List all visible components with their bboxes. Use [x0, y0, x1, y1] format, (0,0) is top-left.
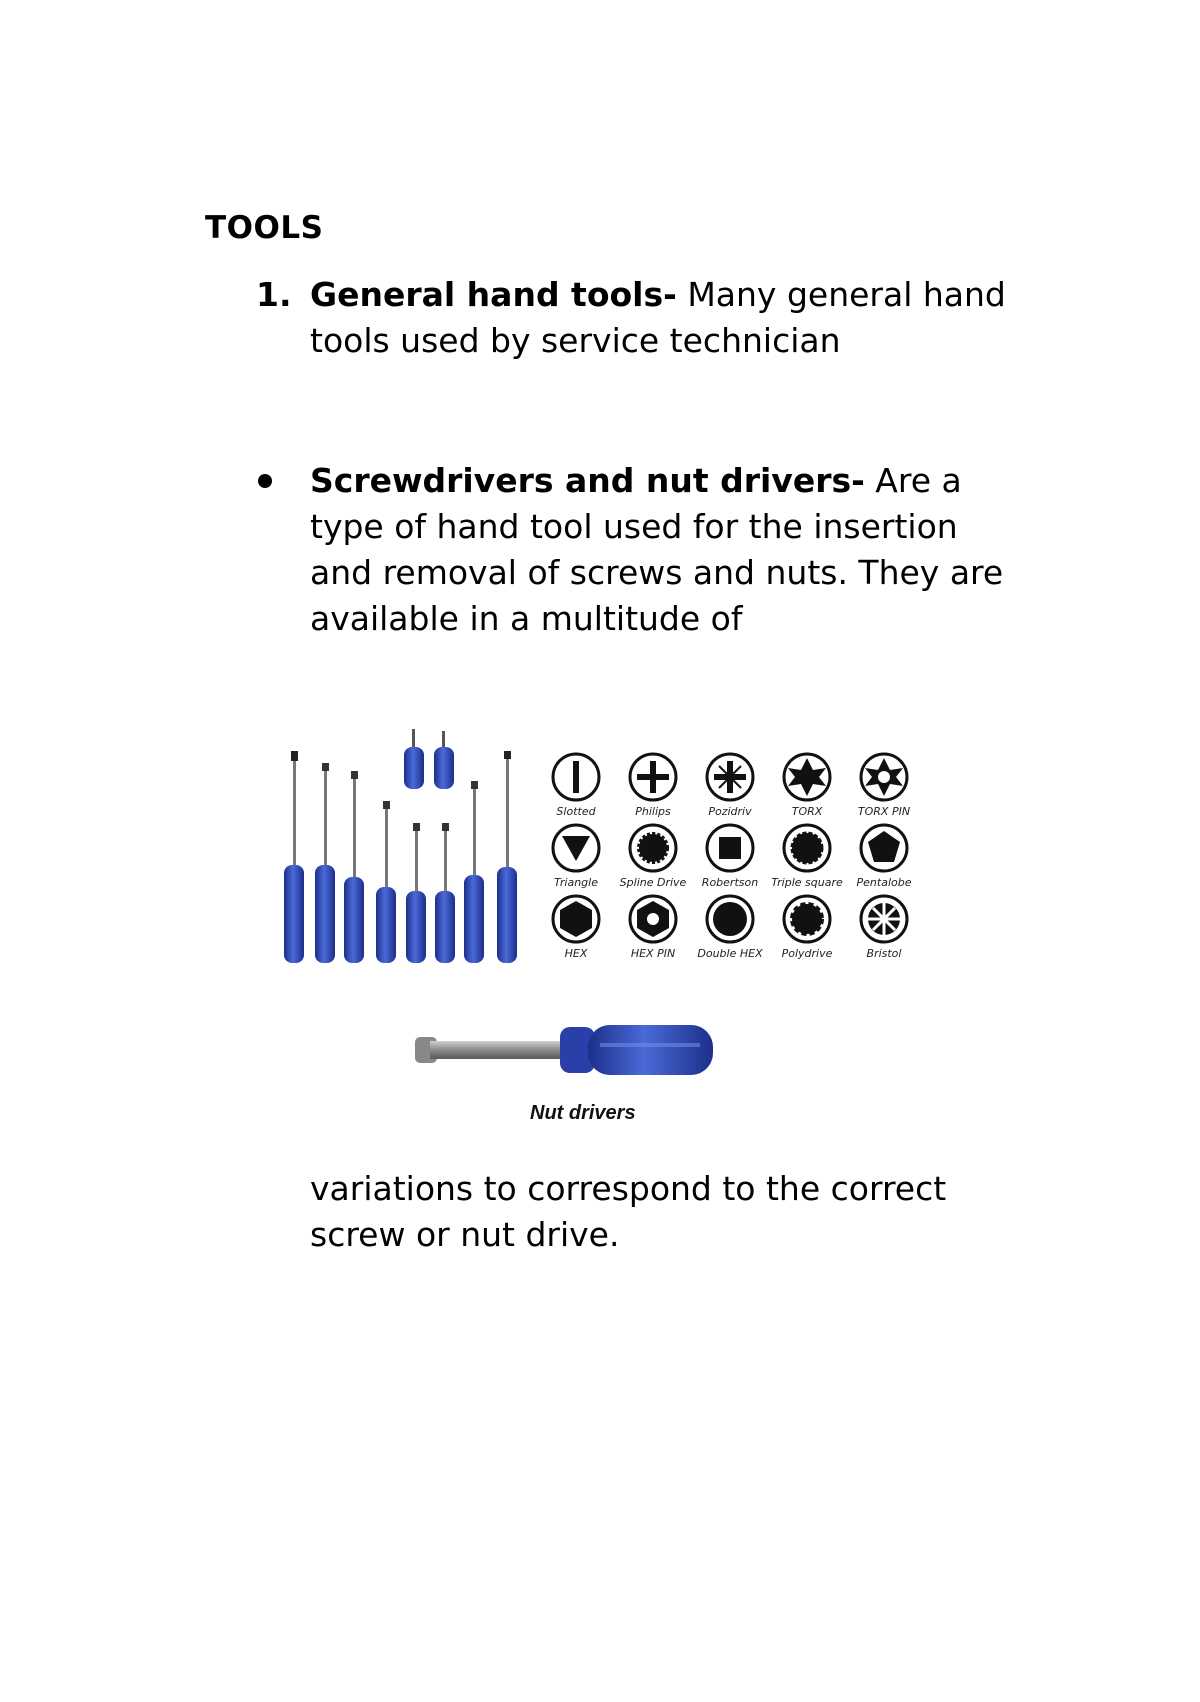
hex-pin-icon	[630, 896, 676, 942]
drive-label: Slotted	[556, 805, 596, 818]
term-screwdrivers: Screwdrivers and nut drivers-	[310, 461, 865, 500]
drive-label: TORX PIN	[857, 805, 911, 818]
drive-label: Pentalobe	[856, 876, 912, 889]
stubby-screwdriver-icon	[434, 731, 454, 789]
nut-drivers-caption: Nut drivers	[530, 1102, 636, 1124]
screwdriver-icon	[497, 751, 517, 963]
hex-icon	[553, 896, 599, 942]
drive-type-chart	[553, 754, 907, 942]
drive-label: Polydrive	[781, 947, 833, 960]
drive-label: Bristol	[866, 947, 902, 960]
bristol-icon	[861, 896, 907, 942]
screwdriver-icon	[344, 771, 364, 963]
spline-drive-icon	[630, 825, 676, 871]
screwdriver-icon	[376, 801, 396, 963]
list-number: 1.	[256, 275, 292, 314]
slotted-icon	[553, 754, 599, 800]
drive-label: Double HEX	[697, 947, 763, 960]
drive-label: Triangle	[554, 876, 598, 889]
drive-label: Spline Drive	[619, 876, 687, 889]
term-general-hand-tools: General hand tools-	[310, 275, 677, 314]
screwdriver-set	[284, 729, 517, 963]
drive-label: HEX PIN	[630, 947, 676, 960]
description-general-hand-tools: Many general hand tools used by service technician	[310, 275, 1006, 360]
drive-label: TORX	[791, 805, 823, 818]
drive-label: Philips	[635, 805, 671, 818]
screwdriver-icon	[464, 781, 484, 963]
screwdriver-icon	[284, 751, 304, 963]
drive-label: Pozidriv	[708, 805, 752, 818]
double-hex-icon	[707, 896, 753, 942]
screwdriver-icon	[435, 823, 455, 963]
robertson-icon	[707, 825, 753, 871]
drive-label: Triple square	[771, 876, 843, 889]
triple-square-icon	[784, 825, 830, 871]
screwdriver-figure	[270, 725, 930, 1125]
drive-label: HEX	[564, 947, 588, 960]
drive-label: Robertson	[701, 876, 759, 889]
torx-icon	[784, 754, 830, 800]
continuation-text: variations to correspond to the correct screw or nut drive.	[310, 1169, 947, 1254]
screwdriver-icon	[406, 823, 426, 963]
nut-driver-icon	[415, 1025, 713, 1075]
drive-type-labels	[554, 805, 912, 960]
screwdriver-icon	[315, 763, 335, 963]
pozidriv-icon	[707, 754, 753, 800]
triangle-icon	[553, 825, 599, 871]
description-screwdrivers: Are a type of hand tool used for the insertion and removal of screws and nuts. They are available in a multitude of	[310, 461, 1004, 638]
philips-icon	[630, 754, 676, 800]
torx-pin-icon	[861, 754, 907, 800]
polydrive-icon	[784, 896, 830, 942]
stubby-screwdriver-icon	[404, 729, 424, 789]
bullet-icon	[256, 458, 272, 488]
page-heading: TOOLS	[205, 210, 324, 246]
screwdriver-illustration	[270, 725, 930, 1125]
pentalobe-icon	[861, 825, 907, 871]
